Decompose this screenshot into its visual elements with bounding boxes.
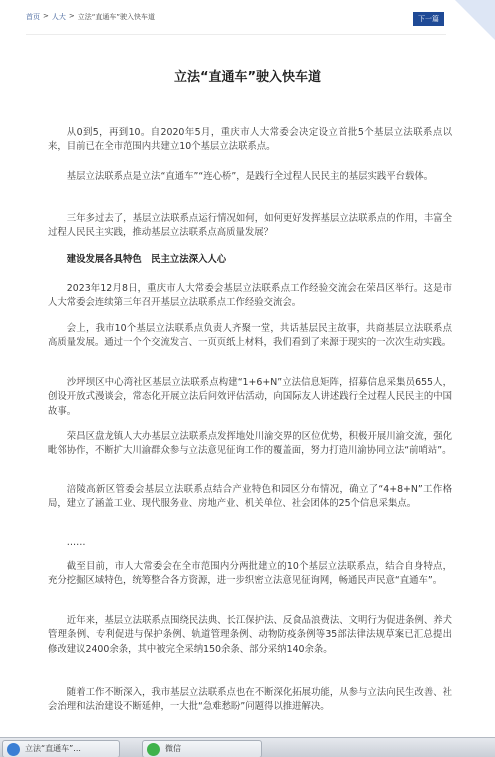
article-paragraph: 从0到5，再到10。自2020年5月，重庆市人大常委会决定设立首批5个基层立法联系点以来，目前已在全市范围内共建立10个基层立法联系点。 [48, 127, 452, 153]
taskbar-item-browser[interactable] [2, 740, 120, 757]
article-paragraph: 荣昌区盘龙镇人大办基层立法联系点发挥地处川渝交界的区位优势，积极开展川渝交流，强化毗邻协作，不断扩大川渝群众参与立法意见征询工作的覆盖面，努力打造川渝协同立法“前哨站”。 [48, 431, 452, 457]
article-paragraph: 会上，我市10个基层立法联系点负责人齐聚一堂，共话基层民主故事，共商基层立法联系点高质量发展。通过一个个交流发言、一页页纸上材料，我们看到了来源于现实的一次次生动实践。 [48, 323, 452, 349]
article-paragraph: 涪陵高新区管委会基层立法联系点结合产业特色和园区分布情况，确立了“4+8+N”工作格局，建立了涵盖工业、现代服务业、房地产业、机关单位、社会团体的25个信息采集点。 [48, 484, 452, 510]
breadcrumb-current: 立法“直通车”驶入快车道 [77, 13, 156, 21]
page-corner-decoration [455, 0, 495, 40]
browser-icon [7, 743, 20, 756]
taskbar [0, 737, 495, 757]
section-heading: 建设发展各具特色 民主立法深入人心 [66, 254, 227, 265]
taskbar-item-wechat[interactable] [142, 740, 262, 757]
article-paragraph: …… [66, 537, 86, 548]
breadcrumb-section-link[interactable]: 人大 [51, 13, 66, 21]
article-paragraph: 近年来，基层立法联系点围绕民法典、长江保护法、反食品浪费法、文明行为促进条例、养犬管理条例、专利促进与保护条例、轨道管理条例、动物防疫条例等35部法律法规草案已汇总提出修改建议2400余条，其中被完全采纳150余条、部分采纳140余条。 [48, 615, 452, 655]
breadcrumb-separator: > [43, 12, 49, 20]
article-paragraph: 截至目前，市人大常委会在全市范围内分两批建立的10个基层立法联系点，结合自身特点，充分挖掘区域特色，统筹整合各方资源，进一步织密立法意见征询网，畅通民声民意“直通车”。 [48, 561, 452, 587]
breadcrumb [26, 12, 155, 22]
article-paragraph: 三年多过去了，基层立法联系点运行情况如何，如何更好发挥基层立法联系点的作用，丰富全过程人民民主实践，推动基层立法联系点高质量发展？ [48, 213, 452, 239]
breadcrumb-separator: > [68, 12, 75, 20]
breadcrumb-home-link[interactable]: 首页 [26, 13, 40, 21]
article-paragraph: 基层立法联系点是立法“直通车”“连心桥”，是践行全过程人民民主的基层实践平台载体。 [66, 171, 434, 182]
article-paragraph: 2023年12月8日，重庆市人大常委会基层立法联系点工作经验交流会在荣昌区举行。这是市人大常委会连续第三年召开基层立法联系点工作经验交流会。 [48, 283, 452, 309]
article-paragraph: 随着工作不断深入，我市基层立法联系点也在不断深化拓展功能，从参与立法向民生改善、社会治理和法治建设不断延伸，一大批“急难愁盼”问题得以推进解决。 [48, 687, 452, 713]
taskbar-item-label: 立法“直通车”... [25, 744, 81, 753]
article-title: 立法“直通车”驶入快车道 [173, 70, 322, 85]
article-paragraph: 沙坪坝区中心湾社区基层立法联系点构建“1+6+N”立法信息矩阵，招募信息采集员655人，创设开放式漫谈会，常态化开展立法后问效评估活动，向国际友人讲述践行全过程人民民主的中国故事。 [48, 377, 452, 417]
taskbar-item-label: 微信 [165, 744, 181, 753]
wechat-icon [147, 743, 160, 756]
header-divider [26, 34, 446, 35]
top-navigation-bar [0, 0, 495, 38]
next-article-button[interactable]: 下一篇 [413, 12, 444, 26]
